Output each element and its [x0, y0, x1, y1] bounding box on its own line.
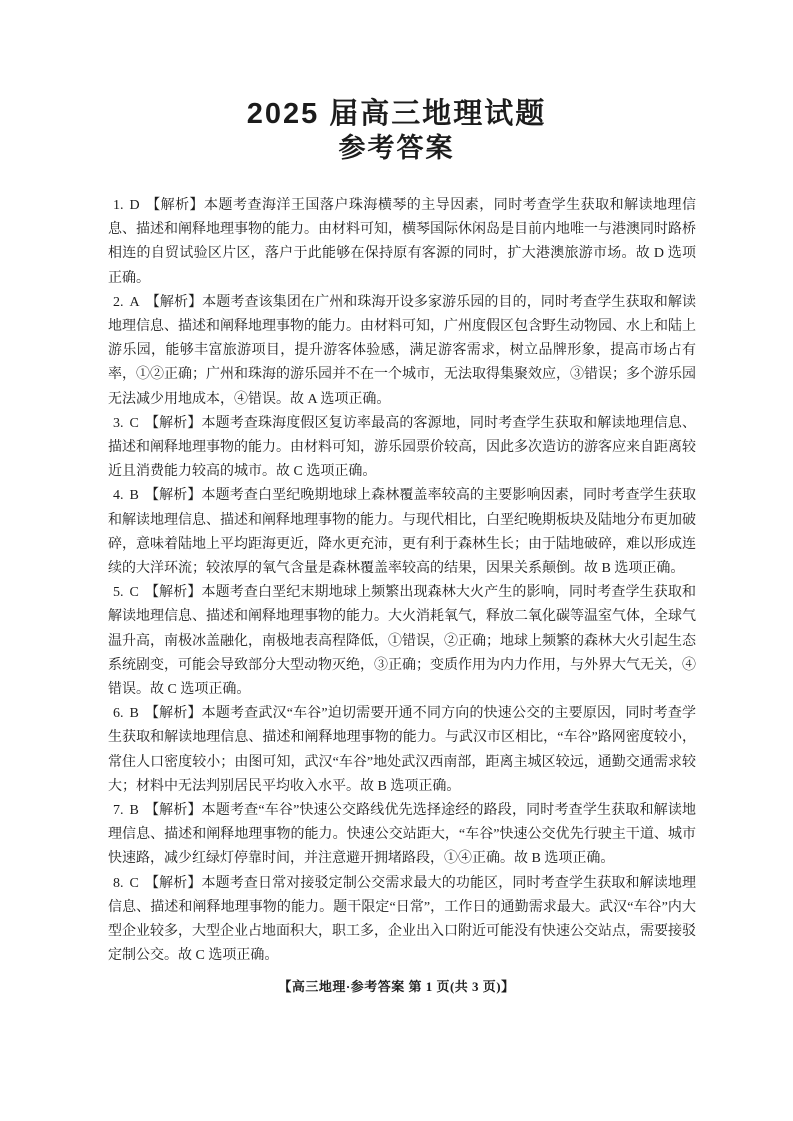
answer-letter: C — [129, 415, 139, 431]
answer-item-5 — [108, 581, 696, 702]
answer-explanation: 【解析】本题考查海洋王国落户珠海横琴的主导因素，同时考查学生获取和解读地理信息、描述和阐释地理事物的能力。由材料可知，横琴国际休闲岛是目前内地唯一与港澳同时路桥相连的自贸试验区片区，落户于此能够在保持原有客源的同时，扩大港澳旅游市场。故 D 选项正确。 — [108, 198, 696, 286]
answer-letter: D — [129, 198, 140, 213]
document-header — [0, 0, 793, 165]
page-footer — [0, 976, 793, 995]
question-number: 5. — [113, 585, 124, 601]
answer-explanation: 【解析】本题考查“车谷”快速公交路线优先选择途经的路段，同时考查学生获取和解读地理信息、描述和阐释地理事物的能力。快速公交站距大，“车谷”快速公交优先行驶主干道、城市快速路，减少红绿灯停靠时间，并注意避开拥堵路段，①④正确。故 B 选项正确。 — [108, 803, 696, 867]
answer-letter: C — [129, 875, 139, 891]
answer-explanation: 【解析】本题考查武汉“车谷”迫切需要开通不同方向的快速公交的主要原因，同时考查学生获取和解读地理信息、描述和阐释地理事物的能力。与武汉市区相比，“车谷”路网密度较小，常住人口密度较小；由图可知，武汉“车谷”地处武汉西南部，距离主城区较远，通勤交通需求较大；材料中无法判别居民平均收入水平。故 B 选项正确。 — [108, 706, 696, 794]
answer-explanation: 【解析】本题考查白垩纪末期地球上频繁出现森林大火产生的影响，同时考查学生获取和解读地理信息、描述和阐释地理事物的能力。大火消耗氧气，释放二氧化碳等温室气体，全球气温升高，南极冰盖融化，南极地表高程降低，①错误，②正确；地球上频繁的森林大火引起生态系统剧变，可能会导致部分大型动物灭绝，③正确；变质作用为内力作用，与外界大气无关，④错误。故 C 选项正确。 — [108, 585, 696, 698]
page-footer-text: 【高三地理·参考答案 第 1 页(共 3 页)】 — [278, 978, 515, 994]
question-number: 4. — [113, 488, 124, 504]
answer-item-7 — [108, 799, 696, 872]
answer-letter: B — [129, 706, 139, 722]
question-number: 7. — [113, 803, 124, 819]
answer-item-4 — [108, 484, 696, 581]
answer-item-8 — [108, 872, 696, 969]
document-subtitle: 参考答案 — [338, 133, 455, 163]
answers-list — [108, 194, 696, 969]
answer-explanation: 【解析】本题考查白垩纪晚期地球上森林覆盖率较高的主要影响因素，同时考查学生获取和解读地理信息、描述和阐释地理事物的能力。与现代相比，白垩纪晚期板块及陆地分布更加破碎，意味着陆地上平均距海更近，降水更充沛，更有利于森林生长；由于陆地破碎，难以形成连续的大洋环流；较浓厚的氧气含量是森林覆盖率较高的结果，因果关系颠倒。故 B 选项正确。 — [108, 488, 696, 577]
answer-item-2 — [108, 291, 696, 412]
answer-letter: C — [129, 585, 139, 601]
question-number: 6. — [113, 706, 124, 722]
question-number: 3. — [113, 415, 124, 431]
answer-item-6 — [108, 702, 696, 799]
document-title: 2025 届高三地理试题 — [246, 98, 547, 130]
answer-explanation: 【解析】本题考查日常对接驳定制公交需求最大的功能区，同时考查学生获取和解读地理信息、描述和阐释地理事物的能力。题干限定“日常”，工作日的通勤需求最大。武汉“车谷”内大型企业较多，大型企业占地面积大，职工多，企业出入口附近可能没有快速公交站点，需要接驳定制公交。故 C 选项正确。 — [108, 875, 696, 964]
question-number: 2. — [113, 294, 124, 310]
answer-letter: B — [129, 803, 139, 819]
answer-explanation: 【解析】本题考查该集团在广州和珠海开设多家游乐园的目的，同时考查学生获取和解读地理信息、描述和阐释地理事物的能力。由材料可知，广州度假区包含野生动物园、水上和陆上游乐园，能够丰富旅游项目，提升游客体验感，满足游客需求，树立品牌形象，提高市场占有率，①②正确；广州和珠海的游乐园并不在一个城市，无法取得集聚效应，③错误；多个游乐园无法减少用地成本，④错误。故 A 选项正确。 — [108, 294, 696, 407]
question-number: 1. — [113, 198, 124, 213]
answer-explanation: 【解析】本题考查珠海度假区复访率最高的客源地，同时考查学生获取和解读地理信息、描述和阐释地理事物的能力。由材料可知，游乐园票价较高，因此多次造访的游客应来自距离较近且消费能力较高的城市。故 C 选项正确。 — [108, 415, 696, 480]
answer-item-1 — [108, 194, 696, 291]
answer-item-3 — [108, 412, 696, 485]
answer-letter: B — [129, 488, 139, 504]
question-number: 8. — [113, 875, 124, 891]
answer-letter: A — [129, 294, 140, 310]
